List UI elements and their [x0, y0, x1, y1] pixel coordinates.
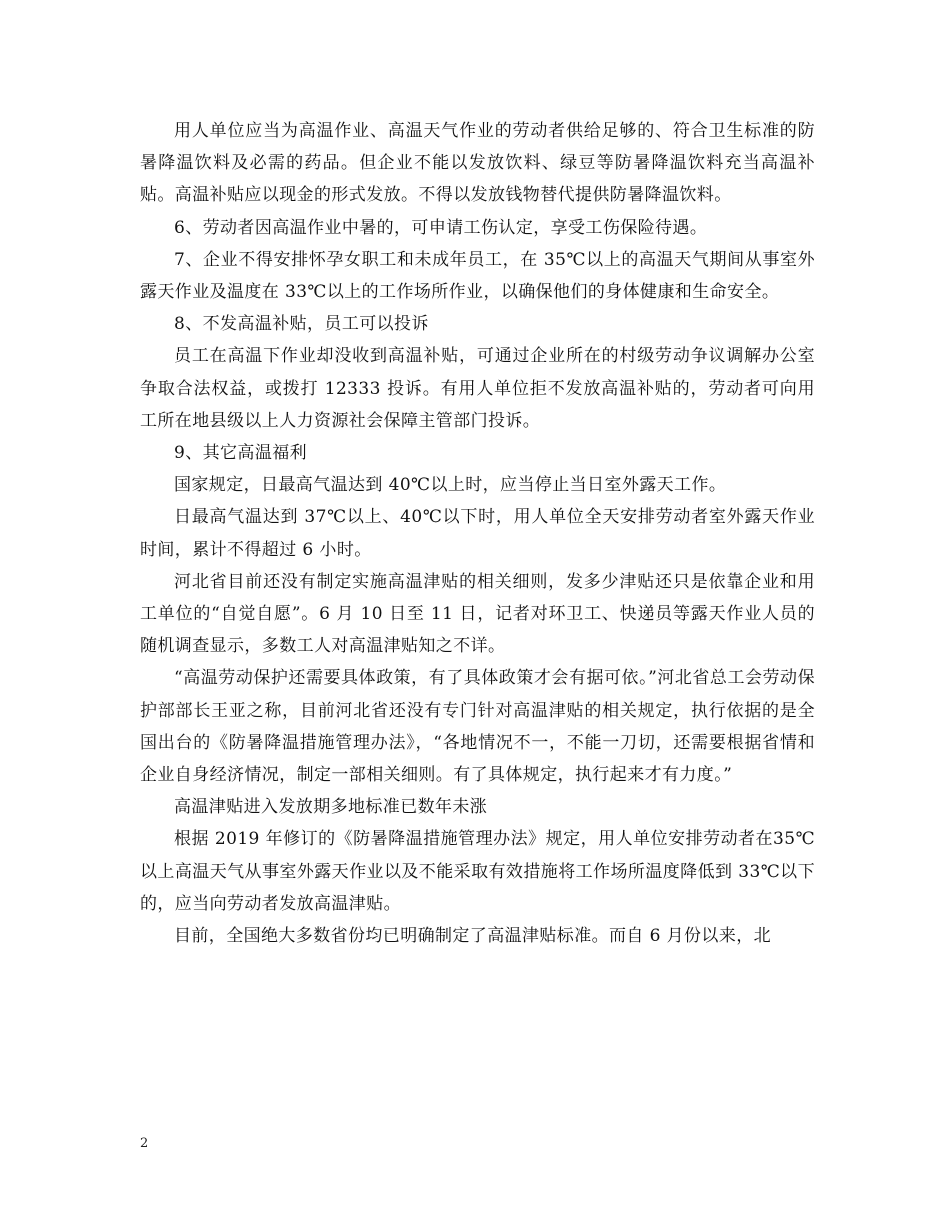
page-number: 2	[140, 1136, 149, 1151]
paragraph-13: 目前，全国绝大多数省份均已明确制定了高温津贴标准。而自 6 月份以来，北	[174, 926, 772, 947]
paragraph-9: 河北省目前还没有制定实施高温津贴的相关细则，发多少津贴还只是依靠企业和用工单位的“自觉自愿”。6 月 10 日至 11 日，记者对环卫工、快递员等露天作业人员的随机调查显示，多数工人对高温津贴知之不详。	[140, 571, 815, 657]
paragraph-12: 根据 2019 年修订的《防暑降温措施管理办法》规定，用人单位安排劳动者在35℃以上高温天气从事室外露天作业以及不能采取有效措施将工作场所温度降低到 33℃以下的，应当向劳动者发放高温津贴。	[140, 829, 815, 914]
paragraph-8: 日最高气温达到 37℃以上、40℃以下时，用人单位全天安排劳动者室外露天作业时间，累计不得超过 6 小时。	[140, 507, 815, 560]
paragraph-2: 6、劳动者因高温作业中暑的，可申请工伤认定，享受工伤保险待遇。	[174, 217, 708, 238]
paragraph-4-heading: 8、不发高温补贴，员工可以投诉	[174, 314, 429, 335]
paragraph-7: 国家规定，日最高气温达到 40℃以上时，应当停止当日室外露天工作。	[174, 475, 727, 496]
paragraph-11-heading: 高温津贴进入发放期多地标准已数年未涨	[174, 797, 488, 818]
paragraph-1: 用人单位应当为高温作业、高温天气作业的劳动者供给足够的、符合卫生标准的防暑降温饮料及必需的药品。但企业不能以发放饮料、绿豆等防暑降温饮料充当高温补贴。高温补贴应以现金的形式发放。不得以发放钱物替代提供防暑降温饮料。	[140, 121, 815, 206]
paragraph-6-heading: 9、其它高温福利	[174, 443, 308, 464]
paragraph-5: 员工在高温下作业却没收到高温补贴，可通过企业所在的村级劳动争议调解办公室争取合法权益，或拨打 12333 投诉。有用人单位拒不发放高温补贴的，劳动者可向用工所在地县级以上人力资源社会保障主管部门投诉。	[140, 346, 815, 431]
document-body	[140, 115, 815, 952]
paragraph-3: 7、企业不得安排怀孕女职工和未成年员工，在 35℃以上的高温天气期间从事室外露天作业及温度在 33℃以上的工作场所作业，以确保他们的身体健康和生命安全。	[140, 249, 815, 303]
paragraph-10: “高温劳动保护还需要具体政策，有了具体政策才会有据可依。”河北省总工会劳动保护部部长王亚之称，目前河北省还没有专门针对高温津贴的相关规定，执行依据的是全国出台的《防暑降温措施管理办法》，“各地情况不一，不能一刀切，还需要根据省情和企业自身经济情况，制定一部相关细则。有了具体规定，执行起来才有力度。”	[140, 668, 815, 786]
